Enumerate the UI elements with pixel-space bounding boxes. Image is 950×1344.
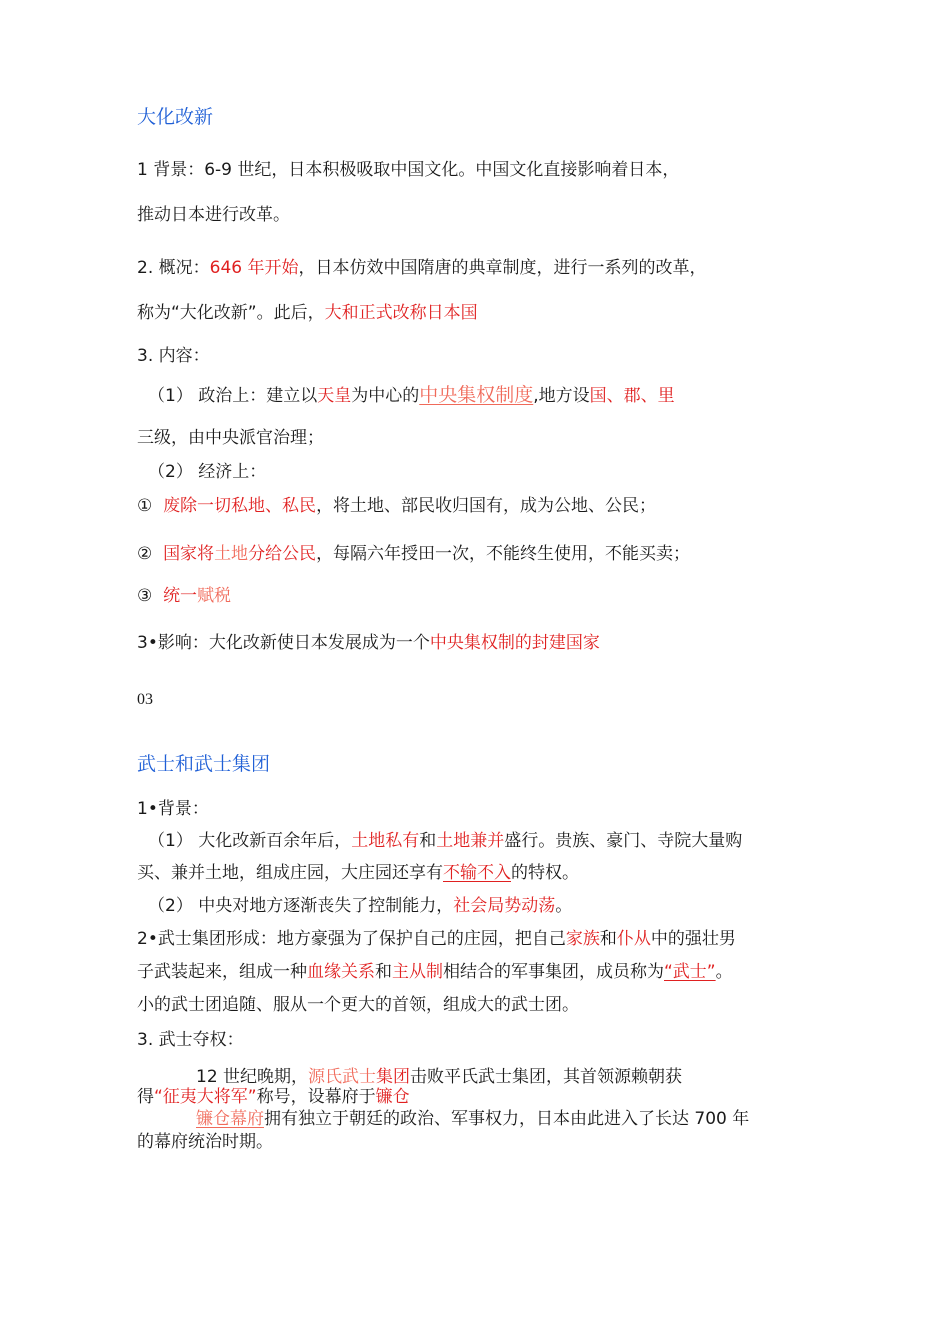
political-mid: 为中心的 bbox=[351, 386, 420, 406]
item3-highlight-tax: 赋税 bbox=[197, 586, 232, 606]
power2-highlight-shogun: “征夷大将军” bbox=[154, 1087, 257, 1107]
power1-rest: 击败平氏武士集团，其首领源赖朝获 bbox=[410, 1067, 683, 1087]
political-prefix: （1） 政治上：建立以 bbox=[148, 386, 318, 406]
political-highlight-divisions: 国、郡、里 bbox=[589, 386, 675, 406]
political-highlight-emperor: 天皇 bbox=[317, 386, 352, 406]
bg1-rest: 盛行。贵族、豪门、寺院大量购 bbox=[504, 831, 743, 851]
overview-line2 bbox=[137, 301, 478, 325]
background-paragraph-line1: 1 背景：6-9 世纪，日本积极吸取中国文化。中国文化直接影响着日本， bbox=[137, 160, 680, 180]
impact-highlight: 中央集权制的封建国家 bbox=[429, 633, 600, 653]
form2-highlight-blood: 血缘关系 bbox=[307, 962, 375, 982]
samurai-background-1-line2 bbox=[137, 861, 579, 885]
bg1-line2-prefix: 买、兼并土地，组成庄园，大庄园还享有 bbox=[137, 863, 443, 883]
section-title-taika-reform: 大化改新 bbox=[137, 106, 214, 128]
overview-rest: ，日本仿效中国隋唐的典章制度，进行一系列的改革， bbox=[298, 258, 707, 278]
bg1-line2-rest: 的特权。 bbox=[511, 863, 579, 883]
item1-highlight: 废除一切私地、私民 bbox=[163, 496, 317, 516]
form2-highlight-samurai: “武士” bbox=[664, 962, 716, 982]
overview2-prefix: 称为“大化改新”。此后， bbox=[137, 303, 325, 323]
background-paragraph-line2: 推动日本进行改革。 bbox=[137, 205, 290, 225]
item2-number: ② bbox=[137, 544, 153, 564]
overview-highlight-year: 646 年开始 bbox=[209, 258, 299, 278]
content-title: 3. 内容： bbox=[137, 346, 210, 366]
samurai-background-2 bbox=[148, 894, 572, 918]
item1-rest: ，将土地、部民收归国有，成为公地、公民； bbox=[316, 496, 657, 516]
power2-mid: 称号，设幕府于 bbox=[256, 1087, 376, 1107]
power-title: 3. 武士夺权： bbox=[137, 1030, 244, 1050]
item2-highlight1: 国家将 bbox=[163, 544, 215, 564]
impact-line bbox=[137, 631, 600, 655]
power1-highlight-group: 集团 bbox=[376, 1067, 411, 1087]
bg2-end: 。 bbox=[555, 896, 573, 916]
overview-line1 bbox=[137, 256, 706, 280]
item2-highlight2: 分给公民 bbox=[248, 544, 317, 564]
overview-prefix: 2. 概况： bbox=[137, 258, 210, 278]
formation-line1 bbox=[137, 927, 736, 951]
form-prefix: 2•武士集团形成：地方豪强为了保护自己的庄园，把自己 bbox=[137, 929, 566, 949]
power3-rest: 拥有独立于朝廷的政治、军事权力，日本由此进入了长达 700 年 bbox=[264, 1109, 750, 1129]
bg1-mid: 和 bbox=[419, 831, 437, 851]
bg2-prefix: （2） 中央对地方逐渐丧失了控制能力， bbox=[148, 896, 454, 916]
economic-item-2 bbox=[137, 542, 690, 566]
power1-prefix: 12 世纪晚期， bbox=[196, 1067, 309, 1087]
economic-item-1 bbox=[137, 494, 656, 518]
item3-number: ③ bbox=[137, 586, 153, 606]
political-mid2: ,地方设 bbox=[533, 386, 590, 406]
power2-prefix: 得 bbox=[137, 1087, 154, 1107]
form-highlight-family: 家族 bbox=[565, 929, 600, 949]
formation-line2 bbox=[137, 960, 733, 984]
overview2-highlight: 大和正式改称日本国 bbox=[324, 303, 478, 323]
power-line3 bbox=[196, 1107, 749, 1131]
economic-item-3 bbox=[137, 584, 231, 608]
samurai-background-title: 1•背景： bbox=[137, 799, 209, 819]
item2-rest: ，每隔六年授田一次，不能终生使用，不能买卖； bbox=[316, 544, 691, 564]
item3-highlight: 统一 bbox=[163, 586, 198, 606]
power3-highlight-shogunate: 镰仓幕府 bbox=[196, 1109, 264, 1129]
bg1-highlight-annexation: 土地兼并 bbox=[436, 831, 505, 851]
power-line2 bbox=[137, 1085, 410, 1109]
power1-highlight-minamoto: 源氏武士 bbox=[308, 1067, 377, 1087]
bg1-line2-highlight: 不输不入 bbox=[443, 863, 511, 883]
form2-end: 。 bbox=[715, 962, 733, 982]
section-marker: 03 bbox=[137, 691, 153, 708]
form2-prefix: 子武装起来，组成一种 bbox=[137, 962, 307, 982]
bg1-highlight-private-land: 土地私有 bbox=[351, 831, 420, 851]
formation-line3: 小的武士团追随、服从一个更大的首领，组成大的武士团。 bbox=[137, 995, 579, 1015]
power-line4: 的幕府统治时期。 bbox=[137, 1132, 273, 1152]
form2-highlight-lordship: 主从制 bbox=[392, 962, 443, 982]
political-line1 bbox=[148, 383, 675, 408]
bg1-prefix: （1） 大化改新百余年后， bbox=[148, 831, 352, 851]
form-highlight-servants: 仆从 bbox=[616, 929, 651, 949]
economic-title: （2） 经济上： bbox=[148, 462, 267, 482]
section-title-samurai: 武士和武士集团 bbox=[137, 753, 271, 775]
form-rest: 中的强壮男 bbox=[650, 929, 736, 949]
samurai-background-1 bbox=[148, 829, 742, 853]
power2-highlight-kamakura: 镰仓 bbox=[375, 1087, 410, 1107]
political-line2: 三级，由中央派官治理； bbox=[137, 428, 324, 448]
item1-number: ① bbox=[137, 496, 153, 516]
form2-mid: 和 bbox=[375, 962, 392, 982]
form2-mid2: 相结合的军事集团，成员称为 bbox=[443, 962, 664, 982]
item2-highlight-land: 土地 bbox=[214, 544, 249, 564]
form-mid: 和 bbox=[599, 929, 617, 949]
political-highlight-centralization: 中央集权制度 bbox=[419, 384, 534, 406]
impact-prefix: 3•影响：大化改新使日本发展成为一个 bbox=[137, 633, 430, 653]
bg2-highlight: 社会局势动荡 bbox=[453, 896, 556, 916]
